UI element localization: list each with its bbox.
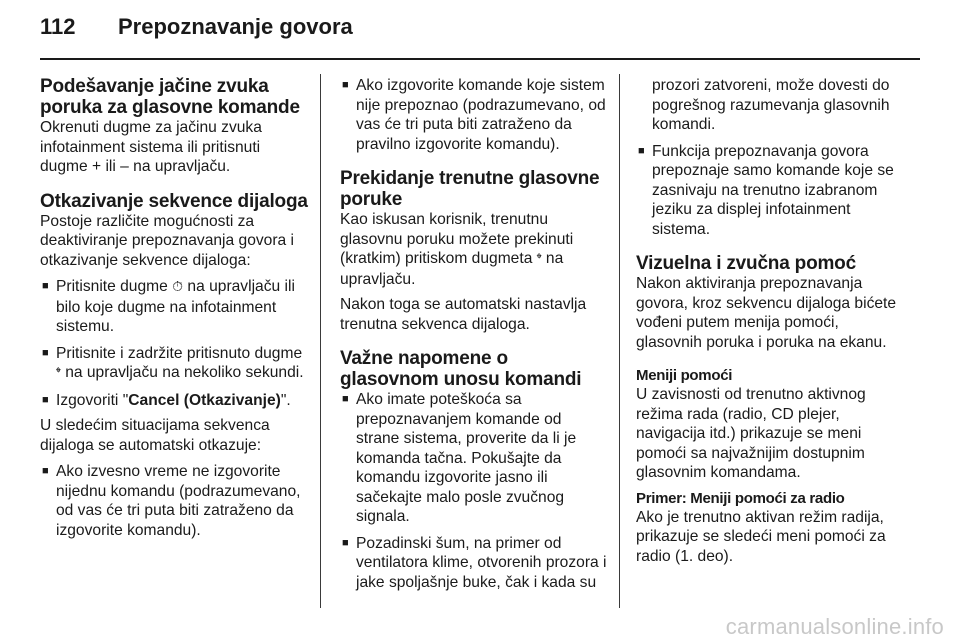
list-item: ■ Izgovoriti "Cancel (Otkazivanje)".: [42, 391, 291, 409]
header-divider: [40, 58, 920, 60]
bullet-icon: ■: [42, 346, 49, 359]
column-2: [340, 76, 608, 592]
list-item: ■ Ako imate poteškoća sa prepoznavanjem komande od strane sistema, proverite da li je komanda tačna. Pokušajte da komandu izgovorite jasno ili sačekajte malo posle zvučnog signala.: [342, 391, 577, 525]
heading-notes: Važne napomene o glasovnom unosu komandi: [340, 348, 582, 390]
bullet-icon: ■: [638, 144, 645, 157]
list-item: ■ Ako izgovorite komande koje sistem nije prepoznao (podrazumevano, od vas će tri puta biti zatraženo da pravilno izgovorite komandu).: [342, 77, 606, 153]
heading-cancel: Otkazivanje sekvence dijaloga: [40, 190, 308, 212]
paragraph-radio-example: Ako je trenutno aktivan režim radija, prikazuje se sledeći meni pomoći za radio (1. deo).: [636, 508, 886, 565]
paragraph-volume: Okrenuti dugme za jačinu zvuka infotainment sistema ili pritisnuti dugme + ili – na upravljaču.: [40, 119, 262, 175]
notes-list: [340, 390, 608, 592]
list-item: ■ Pozadinski šum, na primer od ventilatora klime, otvorenih prozora i jake spoljašnje buke, čak i kada su: [342, 534, 607, 591]
column-1: [40, 76, 308, 540]
page-header: [40, 14, 353, 40]
paragraph-cancel: Postoje različite mogućnosti za deaktiviranje prepoznavanja govora i otkazivanje sekvence dijaloga:: [40, 212, 294, 269]
paragraph-help-menus: U zavisnosti od trenutno aktivnog režima rada (radio, CD plejer, navigacija itd.) prikazuje se meni pomoći sa najvažnijim dostupnim glasovnim komandama.: [636, 386, 866, 481]
auto-cancel-list: [40, 462, 308, 540]
list-item: ■ Funkcija prepoznavanja govora prepoznaje samo komande koje se zasnivaju na trenutno izabranom jeziku za displej infotainment sistema.: [638, 142, 894, 238]
column-3: [636, 76, 906, 566]
paragraph-help: Nakon aktiviranja prepoznavanja govora, kroz sekvencu dijaloga bićete vođeni putem menija pomoći, glasovnih poruka i poruka na ekanu.: [636, 275, 897, 351]
list-item: ■ Pritisnite dugme ⏱ na upravljaču ili bilo koje dugme na infotainment sistemu.: [42, 278, 295, 335]
column-divider-1: [320, 74, 321, 608]
notes-list-cont: [636, 142, 906, 240]
heading-help: Vizuelna i zvučna pomoć: [636, 253, 856, 274]
page-number: 112: [40, 14, 76, 39]
voice-button-icon: 𝄌: [536, 251, 542, 267]
cancel-command: Cancel (Otkazivanje): [128, 391, 281, 409]
bullet-icon: ■: [42, 465, 49, 477]
paragraph-interrupt: Kao iskusan korisnik, trenutnu glasovnu poruku možete prekinuti (kratkim) pritiskom dugmeta 𝄌 na upravljaču.: [340, 211, 574, 288]
list-item: ■ Ako izvesno vreme ne izgovorite nijednu komandu (podrazumevano, od vas će tri puta biti zatraženo da izgovorite komandu).: [42, 463, 301, 539]
cancel-list: [40, 277, 308, 410]
mute-button-icon: ⏱: [172, 279, 184, 295]
paragraph-noise-cont: prozori zatvoreni, može dovesti do pogrešnog razumevanja glasovnih komandi.: [652, 77, 890, 133]
column-divider-2: [619, 74, 620, 608]
bullet-icon: ■: [42, 393, 49, 406]
list-item: ■ Pritisnite i zadržite pritisnuto dugme 𝄌 na upravljaču na nekoliko sekundi.: [42, 344, 304, 381]
heading-volume: Podešavanje jačine zvuka poruka za glasovne komande: [40, 76, 300, 118]
page-title: Prepoznavanje govora: [118, 14, 353, 39]
heading-radio-example: Primer: Meniji pomoći za radio: [636, 489, 845, 507]
voice-button-icon: 𝄌: [56, 365, 61, 381]
heading-help-menus: Meniji pomoći: [636, 367, 733, 384]
bullet-icon: ■: [342, 79, 349, 91]
heading-interrupt: Prekidanje trenutne glasovne poruke: [340, 168, 600, 210]
paragraph-auto-cancel: U sledećim situacijama sekvenca dijaloga se automatski otkazuje:: [40, 417, 270, 454]
bullet-icon: ■: [342, 536, 349, 549]
bullet-icon: ■: [342, 393, 349, 405]
auto-cancel-list-cont: [340, 76, 608, 154]
bullet-icon: ■: [42, 280, 49, 292]
watermark: carmanualsonline.info: [725, 614, 944, 639]
paragraph-continue: Nakon toga se automatski nastavlja trenutna sekvenca dijaloga.: [340, 296, 587, 333]
